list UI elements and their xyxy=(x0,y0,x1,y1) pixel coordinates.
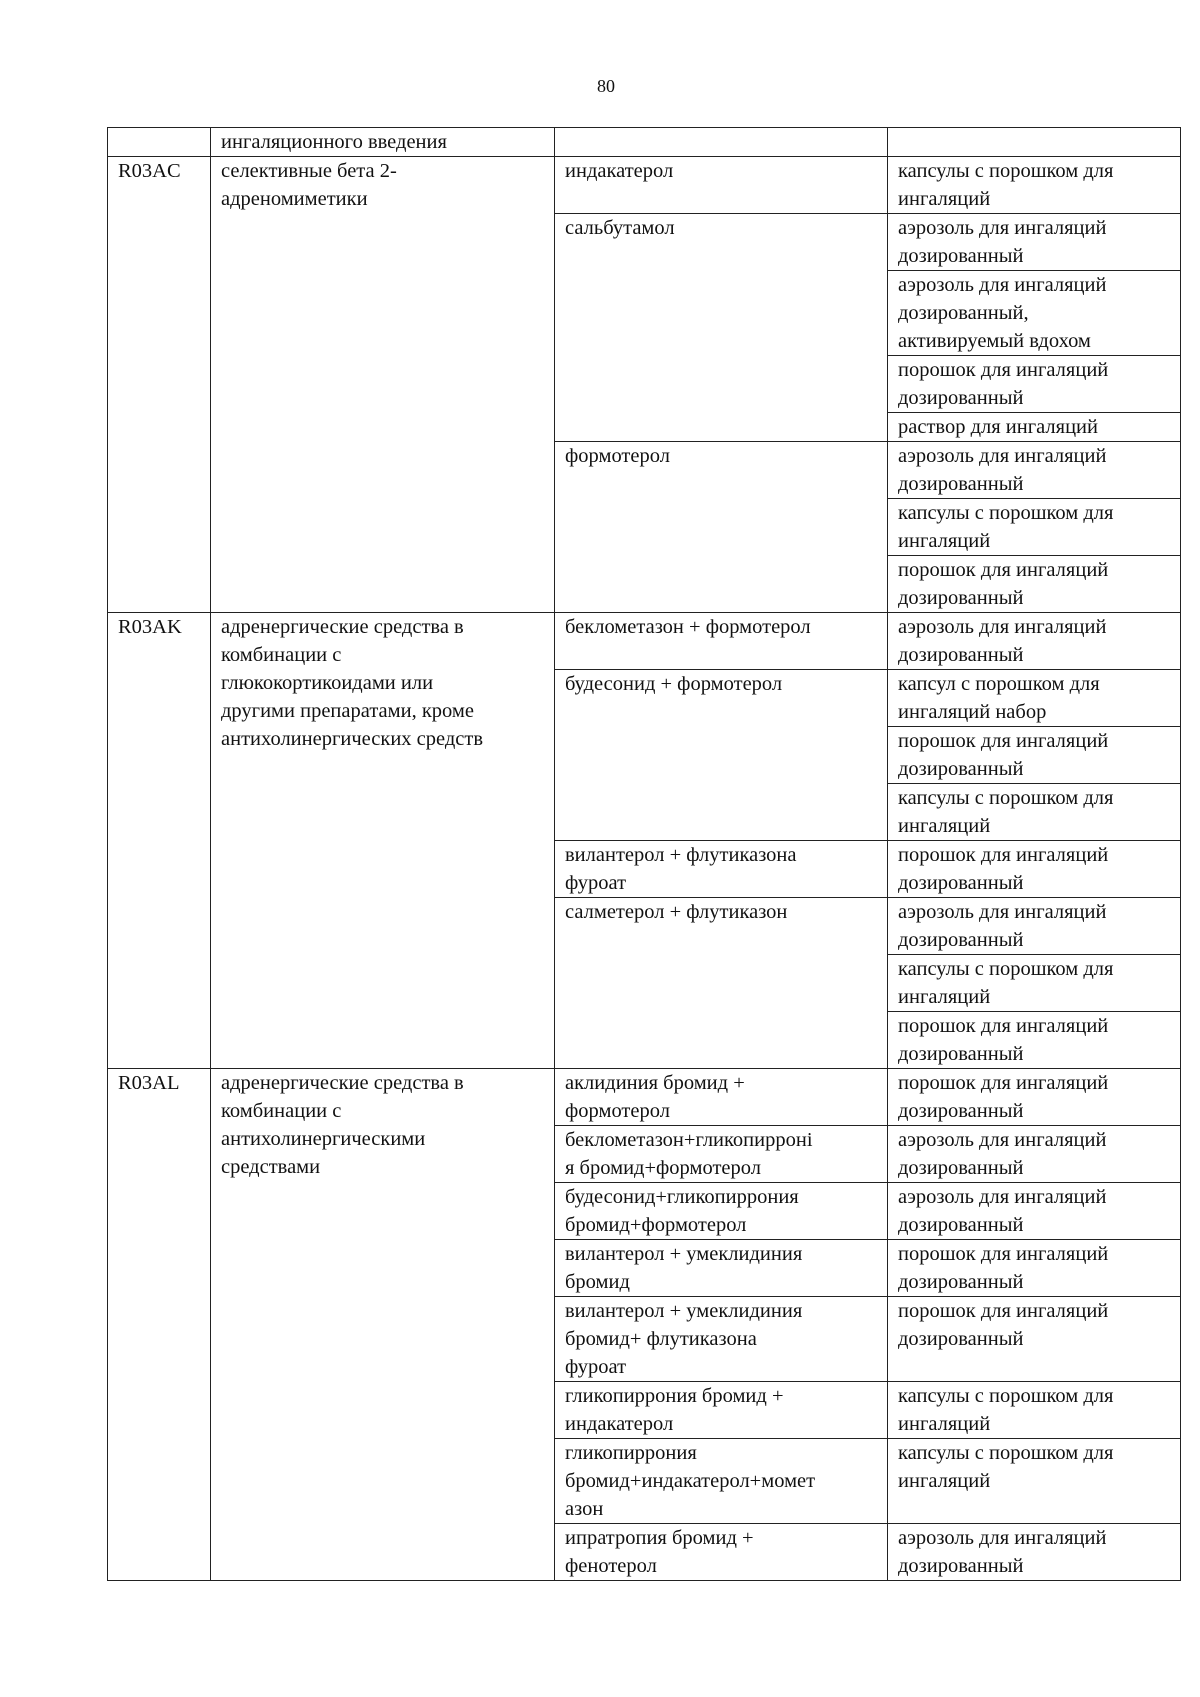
dosage-form-cell: порошок для ингаляций дозированный xyxy=(888,356,1181,413)
dosage-form-cell: капсулы с порошком для ингаляций xyxy=(888,784,1181,841)
dosage-form-cell: аэрозоль для ингаляций дозированный xyxy=(888,1183,1181,1240)
atc-code-cell: R03AL xyxy=(108,1069,211,1581)
drug-name-cell xyxy=(555,128,888,157)
drug-table-body xyxy=(108,128,1181,1581)
dosage-form-cell: аэрозоль для ингаляций дозированный, активируемый вдохом xyxy=(888,271,1181,356)
drug-name-cell: беклометазон+гликопирронi я бромид+формотерол xyxy=(555,1126,888,1183)
dosage-form-cell: аэрозоль для ингаляций дозированный xyxy=(888,1524,1181,1581)
table-row xyxy=(108,613,1181,670)
dosage-form-cell: капсулы с порошком для ингаляций xyxy=(888,1382,1181,1439)
table-row xyxy=(108,157,1181,214)
drug-name-cell: аклидиния бромид + формотерол xyxy=(555,1069,888,1126)
dosage-form-cell: капсул с порошком для ингаляций набор xyxy=(888,670,1181,727)
drug-name-cell: гликопиррония бромид + индакатерол xyxy=(555,1382,888,1439)
dosage-form-cell: порошок для ингаляций дозированный xyxy=(888,727,1181,784)
drug-name-cell: вилантерол + умеклидиния бромид+ флутиказона фуроат xyxy=(555,1297,888,1382)
dosage-form-cell: раствор для ингаляций xyxy=(888,413,1181,442)
drug-name-cell: гликопиррония бромид+индакатерол+момет азон xyxy=(555,1439,888,1524)
dosage-form-cell: капсулы с порошком для ингаляций xyxy=(888,157,1181,214)
dosage-form-cell: капсулы с порошком для ингаляций xyxy=(888,955,1181,1012)
dosage-form-cell: порошок для ингаляций дозированный xyxy=(888,556,1181,613)
group-name-cell: селективные бета 2- адреномиметики xyxy=(211,157,555,613)
drug-name-cell: будесонид + формотерол xyxy=(555,670,888,841)
group-name-cell: адренергические средства в комбинации с антихолинергическими средствами xyxy=(211,1069,555,1581)
drug-name-cell: вилантерол + умеклидиния бромид xyxy=(555,1240,888,1297)
atc-code-cell xyxy=(108,128,211,157)
dosage-form-cell: аэрозоль для ингаляций дозированный xyxy=(888,1126,1181,1183)
drug-name-cell: салметерол + флутиказон xyxy=(555,898,888,1069)
dosage-form-cell: капсулы с порошком для ингаляций xyxy=(888,1439,1181,1524)
table-row xyxy=(108,1069,1181,1126)
dosage-form-cell: порошок для ингаляций дозированный xyxy=(888,841,1181,898)
dosage-form-cell: аэрозоль для ингаляций дозированный xyxy=(888,613,1181,670)
group-name-cell: адренергические средства в комбинации с глюкокортикоидами или другими препаратами, кроме антихолинергических средств xyxy=(211,613,555,1069)
atc-code-cell: R03AK xyxy=(108,613,211,1069)
drug-name-cell: сальбутамол xyxy=(555,214,888,442)
drug-name-cell: индакатерол xyxy=(555,157,888,214)
drug-name-cell: формотерол xyxy=(555,442,888,613)
dosage-form-cell: капсулы с порошком для ингаляций xyxy=(888,499,1181,556)
dosage-form-cell: порошок для ингаляций дозированный xyxy=(888,1012,1181,1069)
dosage-form-cell xyxy=(888,128,1181,157)
drug-table xyxy=(107,127,1181,1581)
dosage-form-cell: аэрозоль для ингаляций дозированный xyxy=(888,214,1181,271)
dosage-form-cell: аэрозоль для ингаляций дозированный xyxy=(888,898,1181,955)
atc-code-cell: R03AC xyxy=(108,157,211,613)
drug-name-cell: ипратропия бромид + фенотерол xyxy=(555,1524,888,1581)
dosage-form-cell: порошок для ингаляций дозированный xyxy=(888,1297,1181,1382)
page-number: 80 xyxy=(597,76,615,96)
group-name-cell: ингаляционного введения xyxy=(211,128,555,157)
drug-name-cell: будесонид+гликопиррония бромид+формотерол xyxy=(555,1183,888,1240)
drug-name-cell: беклометазон + формотерол xyxy=(555,613,888,670)
dosage-form-cell: порошок для ингаляций дозированный xyxy=(888,1240,1181,1297)
dosage-form-cell: аэрозоль для ингаляций дозированный xyxy=(888,442,1181,499)
drug-name-cell: вилантерол + флутиказона фуроат xyxy=(555,841,888,898)
dosage-form-cell: порошок для ингаляций дозированный xyxy=(888,1069,1181,1126)
table-row-continuation xyxy=(108,128,1181,157)
